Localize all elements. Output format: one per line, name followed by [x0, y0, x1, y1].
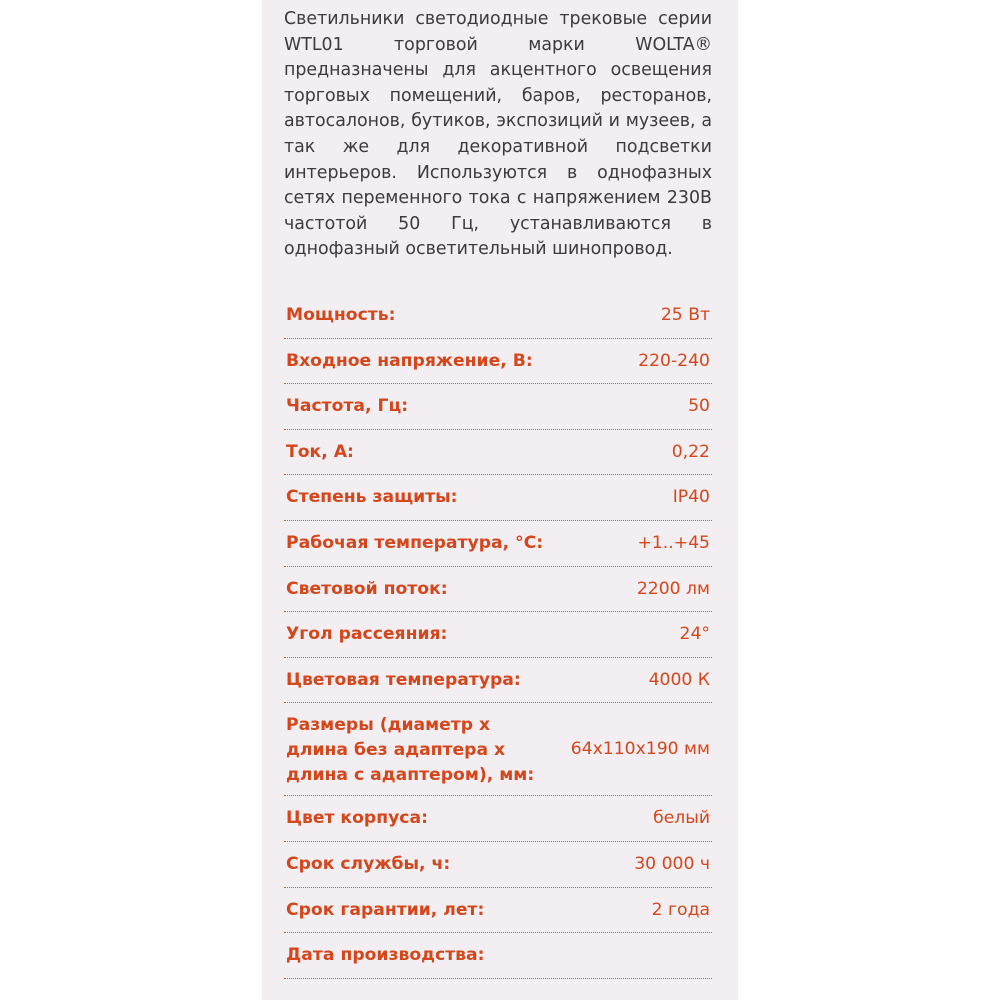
spec-value: 24°	[679, 624, 710, 645]
spec-label: Частота, Гц:	[286, 396, 409, 417]
spec-label: Срок гарантии, лет:	[286, 899, 485, 920]
product-description: Светильники светодиодные трековые серии WTL01 торговой марки WOLTA® предназначены для акцентного освещения торговых помещений, баров, ресторанов, автосалонов, бутиков, экспозиций и музеев, а так же для декоративной подсветки интерьеров. Используются в однофазных сетях переменного тока с напряжением 230В частотой 50 Гц, устанавливаются в однофазный осветительный шинопровод.	[284, 9, 712, 260]
spec-row-operating-temperature	[284, 521, 712, 567]
spec-row-luminous-flux	[284, 567, 712, 613]
spec-value: 50	[688, 396, 710, 417]
spec-value: 220-240	[638, 350, 710, 371]
spec-value: 25 Вт	[660, 305, 710, 325]
spec-row-input-voltage	[284, 339, 712, 385]
spec-value: 4000 К	[648, 669, 710, 690]
spec-label: Срок службы, ч:	[286, 853, 451, 874]
spec-label: Дата производства:	[286, 945, 485, 966]
spec-value: 2 года	[651, 899, 710, 920]
spec-row-power	[284, 293, 712, 339]
spec-value: IP40	[672, 487, 710, 508]
spec-value: 0,22	[671, 441, 710, 462]
spec-row-frequency	[284, 384, 712, 430]
spec-row-service-life	[284, 842, 712, 888]
spec-value: белый	[653, 808, 710, 829]
spec-row-protection	[284, 475, 712, 521]
spec-value: 64х110х190 мм	[570, 739, 710, 760]
spec-row-current	[284, 430, 712, 476]
spec-label: Размеры (диаметр х длина без адаптера х длина с адаптером), мм:	[286, 715, 535, 786]
spec-row-body-color	[284, 796, 712, 842]
spec-label: Мощность:	[286, 305, 396, 325]
spec-label: Входное напряжение, В:	[286, 350, 533, 371]
spec-label: Угол рассеяния:	[286, 624, 448, 645]
spec-row-dimensions	[284, 703, 712, 796]
spec-value: 30 000 ч	[634, 853, 710, 874]
spec-value: 2200 лм	[636, 578, 710, 599]
spec-label: Рабочая температура, °С:	[286, 532, 544, 553]
spec-row-production-date	[284, 933, 712, 979]
spec-value: +1..+45	[637, 532, 710, 553]
spec-label: Цветовая температура:	[286, 669, 521, 690]
spec-row-beam-angle	[284, 612, 712, 658]
spec-label: Степень защиты:	[286, 487, 458, 508]
spec-label: Ток, А:	[286, 441, 354, 462]
spec-row-warranty	[284, 888, 712, 934]
specifications-table	[284, 293, 712, 979]
spec-label: Световой поток:	[286, 578, 448, 599]
spec-row-color-temperature	[284, 658, 712, 704]
spec-label: Цвет корпуса:	[286, 808, 428, 829]
